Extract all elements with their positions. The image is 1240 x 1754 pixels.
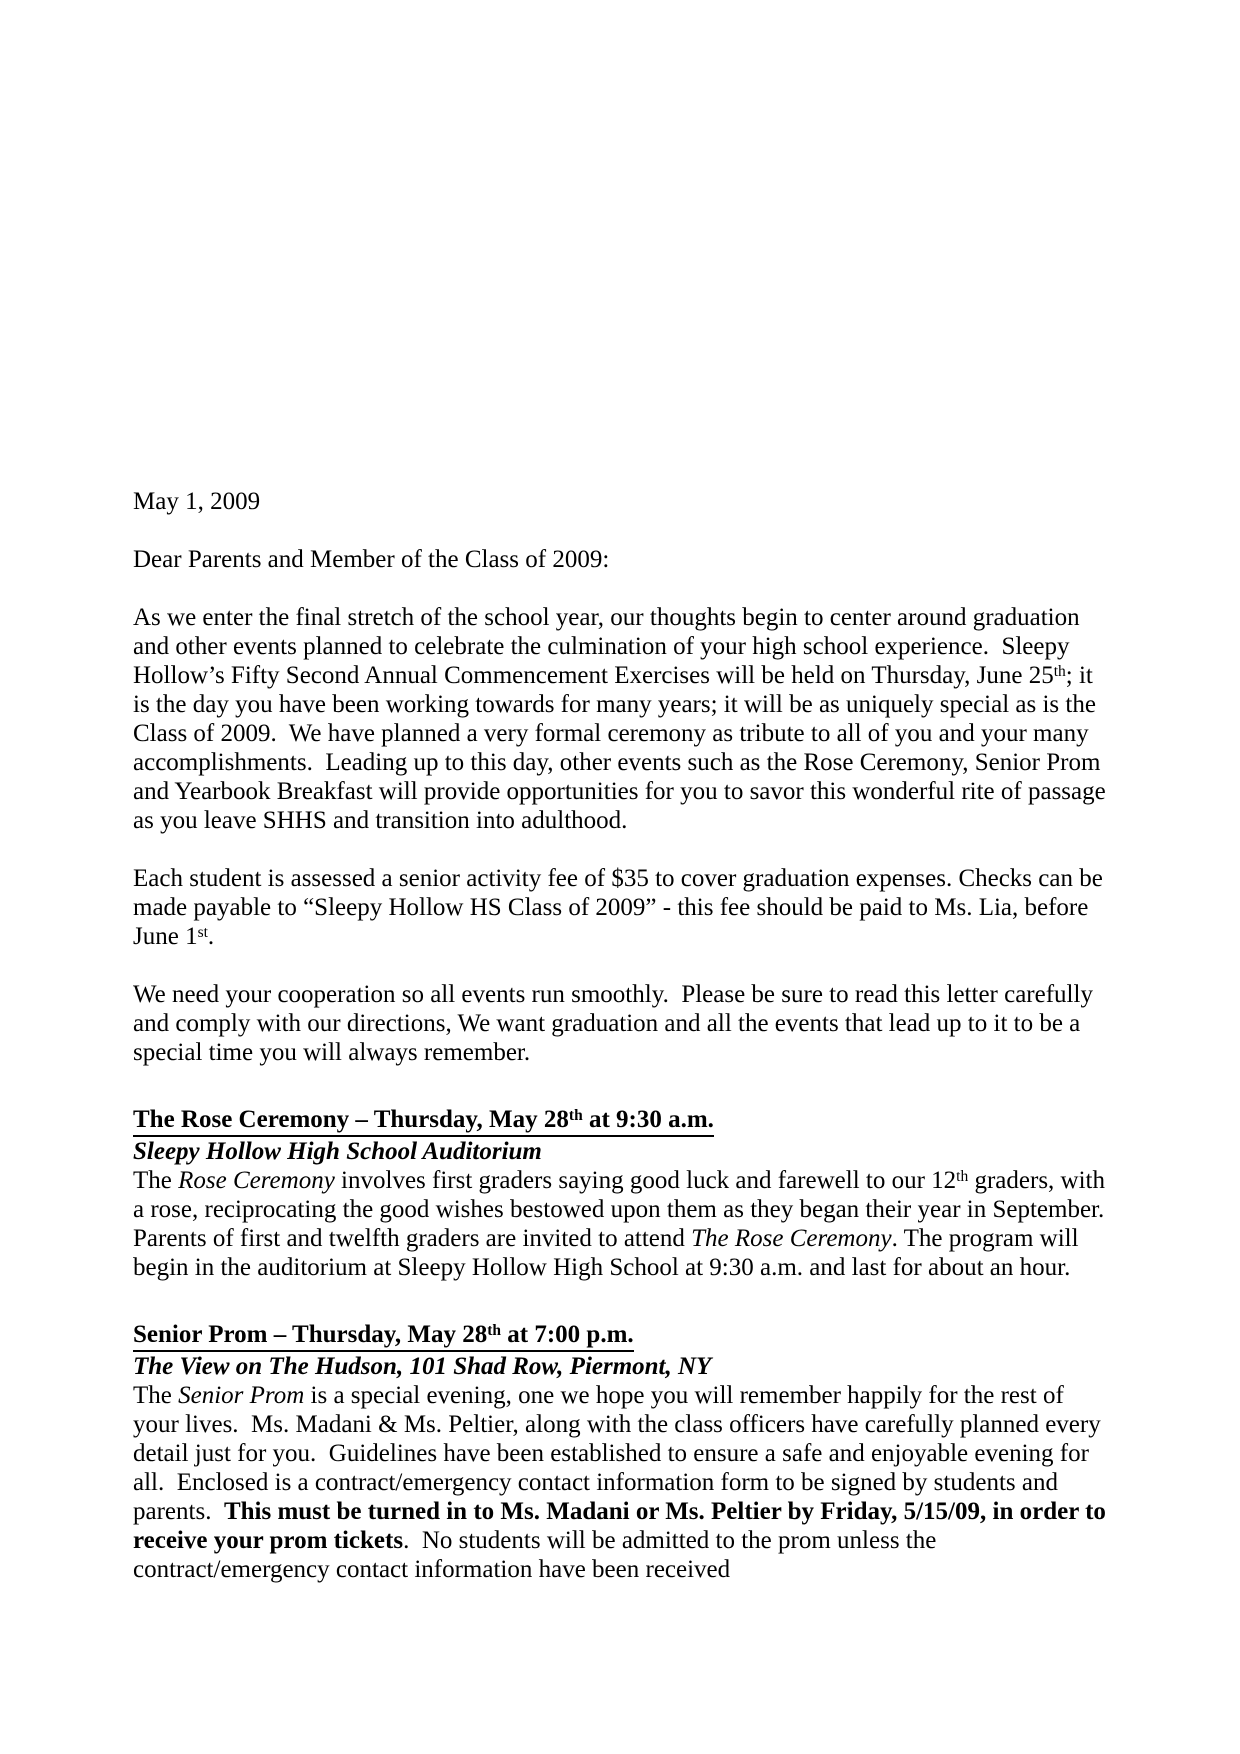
fee-paragraph (133, 864, 1113, 951)
text-segment: We need your cooperation so all events run smoothly. Please be sure to read this letter carefully and comply with our directions, We want graduation and all the events that lead up to it to be a special time you will always remember. (133, 981, 1100, 1066)
text-segment: at 9:30 a.m. (582, 1106, 714, 1133)
text-segment: . The program will begin in the auditorium at Sleepy Hollow High School at 9:30 a.m. and last for about an hour. (133, 1225, 1085, 1281)
text-segment: ; it is the day you have been working towards for many years; it will be as uniquely special as is the Class of 2009. We have planned a very formal ceremony as tribute to all of you and your many accomplishments. Leading up to this day, other events such as the Rose Ceremony, Senior Prom and Yearbook Breakfast will provide opportunities for you to savor this wonderful rite of passage as you leave SHHS and transition into adulthood. (133, 662, 1112, 834)
text-segment: Each student is assessed a senior activity fee of $35 to cover graduation expenses. Checks can be made payable to “Sleepy Hollow HS Class of 2009” - this fee should be paid to Ms. Lia, before June 1 (133, 865, 1110, 950)
text-segment: Rose Ceremony (178, 1167, 335, 1194)
intro-paragraph (133, 603, 1113, 835)
text-segment: Senior Prom – Thursday, May 28 (133, 1321, 488, 1348)
senior-prom-venue: The View on The Hudson, 101 Shad Row, Piermont, NY (133, 1353, 712, 1380)
text-segment: The (133, 1382, 179, 1409)
text-segment: Senior Prom (178, 1382, 305, 1409)
text-segment: st (197, 924, 208, 942)
text-segment: . No students will be admitted to the prom unless the contract/emergency contact information have been received (133, 1527, 943, 1583)
text-segment: graders, with a rose, reciprocating the good wishes bestowed upon them as they began their year in September. Parents of first and twelfth graders are invited to attend (133, 1167, 1112, 1252)
senior-prom-heading (133, 1320, 634, 1352)
text-segment: th (487, 1322, 502, 1340)
text-segment: As we enter the final stretch of the school year, our thoughts begin to center around graduation and other events planned to celebrate the culmination of your high school experience. Sleepy Hollow’s Fifty Second Annual Commencement Exercises will be held on Thursday, June 25 (133, 604, 1086, 689)
rose-ceremony-venue: Sleepy Hollow High School Auditorium (133, 1138, 542, 1165)
senior-prom-section (133, 1320, 1113, 1584)
text-segment: is a special evening, one we hope you will remember happily for the rest of your lives. Ms. Madani & Ms. Peltier, along with the class officers have carefully planned every detail just for you. Guidelines have been established to ensure a safe and enjoyable evening for all. Enclosed is a contract/emergency contact information form to be signed by students and parents. (133, 1382, 1107, 1525)
text-segment: This must be turned in to Ms. Madani or Ms. Peltier by Friday, 5/15/09, in order to receive your prom tickets (133, 1498, 1113, 1554)
text-segment: th (956, 1168, 969, 1186)
cooperation-paragraph (133, 980, 1113, 1067)
text-segment: The Rose Ceremony (691, 1225, 892, 1252)
salutation-line: Dear Parents and Member of the Class of 2009: (133, 546, 610, 573)
date-line: May 1, 2009 (133, 488, 261, 515)
text-segment: th (568, 1107, 583, 1125)
text-segment: The (133, 1167, 179, 1194)
rose-ceremony-heading (133, 1105, 714, 1137)
text-segment: The Rose Ceremony – Thursday, May 28 (133, 1106, 569, 1133)
rose-ceremony-body (133, 1166, 1113, 1282)
rose-ceremony-section (133, 1105, 1113, 1282)
senior-prom-body (133, 1381, 1113, 1584)
text-segment: involves first graders saying good luck and farewell to our 12 (334, 1167, 957, 1194)
text-segment: th (1053, 663, 1066, 681)
text-segment: at 7:00 p.m. (501, 1321, 634, 1348)
text-segment: . (207, 923, 215, 950)
